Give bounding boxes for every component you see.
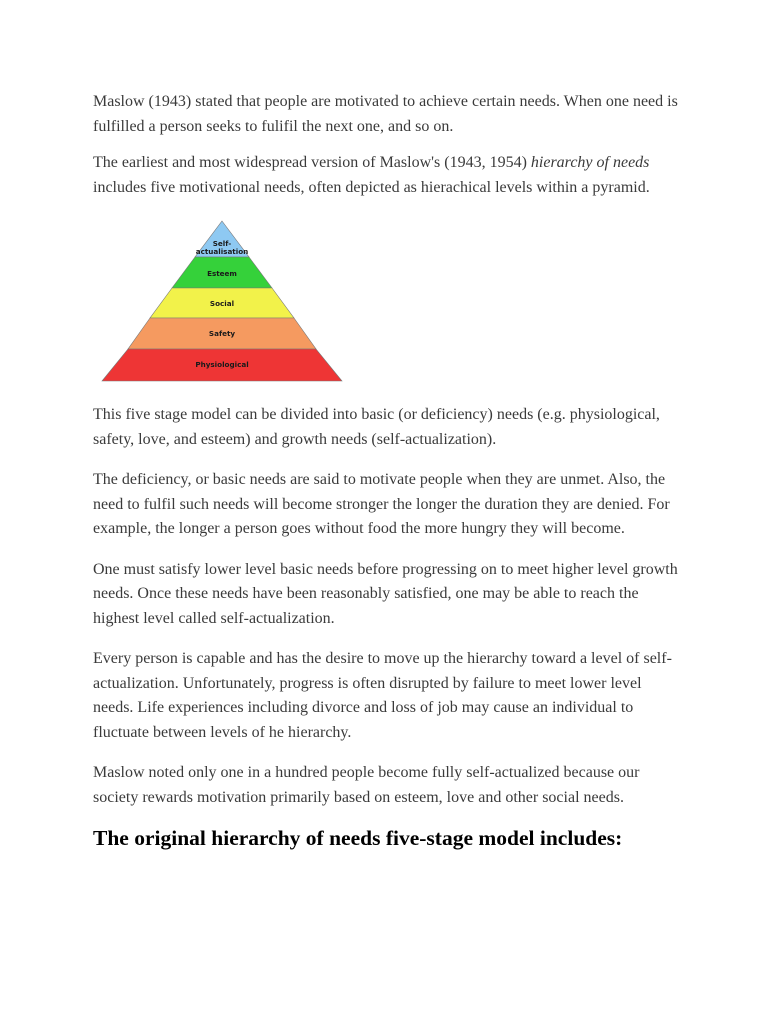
hierarchy-of-needs-italic: hierarchy of needs <box>530 154 650 171</box>
paragraph-hierarchy-text-after: includes five motivational needs, often depicted as hierachical levels within a pyramid. <box>93 178 650 196</box>
label-self-actualisation-line1: Self- <box>212 239 232 248</box>
paragraph-deficiency: The deficiency, or basic needs are said to motivate people when they are unmet. Also, the need to fulfil such needs will become stronger the longer the duration they are denied. For example, the longer a person goes without food the more hungry they will become. <box>93 471 670 537</box>
paragraph-one-in-hundred: Maslow noted only one in a hundred people become fully self-actualized because our society rewards motivation primarily based on esteem, love and other social needs. <box>93 764 640 806</box>
paragraph-every-person: Every person is capable and has the desire to move up the hierarchy toward a level of self-actualization. Unfortunately, progress is often disrupted by failure to meet lower level needs. Life experiences including divorce and loss of job may cause an individual to fluctuate between levels of he hierarchy. <box>93 650 672 741</box>
label-self-actualisation-line2: actualisation <box>195 247 249 256</box>
maslow-pyramid-figure <box>97 216 347 386</box>
paragraph-five-stage: This five stage model can be divided into basic (or deficiency) needs (e.g. physiological, safety, love, and esteem) and growth needs (self-actualization). <box>93 406 660 448</box>
section-heading: The original hierarchy of needs five-stage model includes: <box>93 826 623 850</box>
pyramid-svg <box>97 216 347 386</box>
paragraph-intro: Maslow (1943) stated that people are motivated to achieve certain needs. When one need is fulfilled a person seeks to fulifil the next one, and so on. <box>93 93 678 135</box>
label-physiological: Physiological <box>195 360 249 369</box>
paragraph-hierarchy <box>93 151 678 200</box>
label-safety: Safety <box>208 329 236 338</box>
document-page <box>93 90 678 851</box>
label-esteem: Esteem <box>207 269 237 278</box>
paragraph-lower-level: One must satisfy lower level basic needs before progressing on to meet higher level growth needs. Once these needs have been reasonably satisfied, one may be able to reach the highest level called self-actualization. <box>93 560 678 627</box>
label-social: Social <box>209 299 235 308</box>
paragraph-hierarchy-text-before: The earliest and most widespread version of Maslow's (1943, 1954) <box>93 154 531 171</box>
